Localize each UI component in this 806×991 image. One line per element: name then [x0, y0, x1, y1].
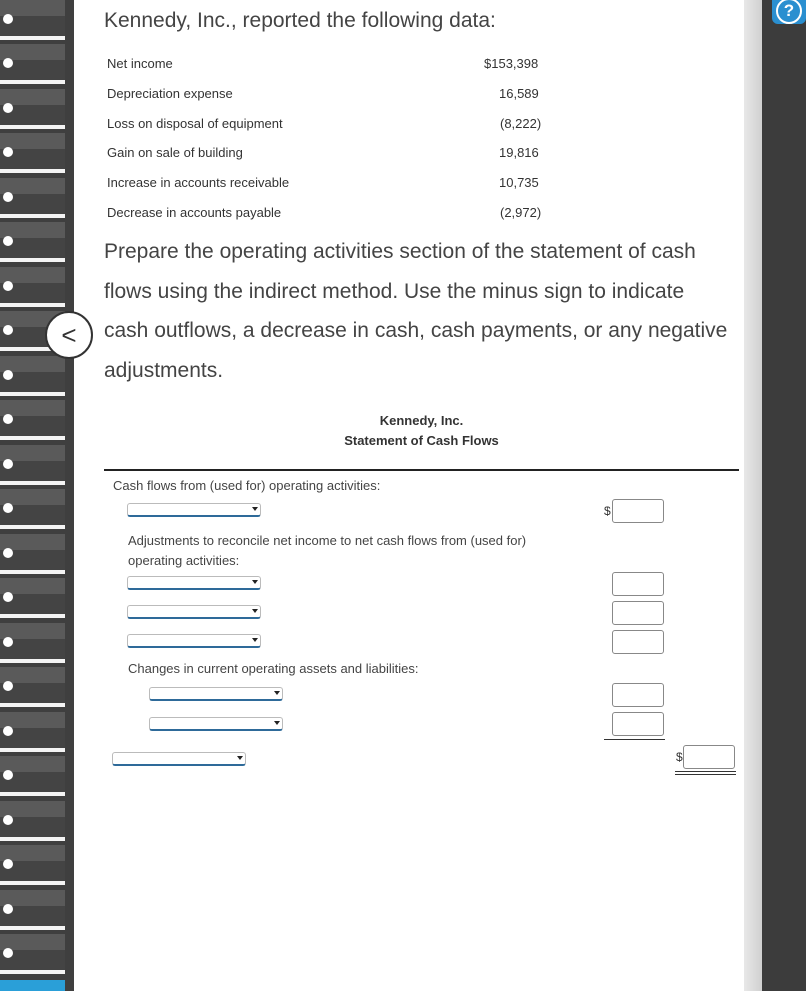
rail-dot-icon: [3, 948, 13, 958]
rail-item[interactable]: [0, 667, 65, 707]
rail-item[interactable]: [0, 89, 65, 129]
rail-item[interactable]: [0, 578, 65, 618]
data-row-label: Gain on sale of building: [107, 145, 243, 160]
chevron-down-icon: [274, 721, 280, 725]
adjustment-dropdown[interactable]: [127, 576, 261, 590]
section-header: Cash flows from (used for) operating activities:: [113, 478, 381, 493]
data-row-value: 19,816: [499, 145, 539, 160]
rail-item[interactable]: [0, 267, 65, 307]
changes-label: Changes in current operating assets and liabilities:: [128, 661, 419, 676]
rail-item[interactable]: [0, 756, 65, 796]
rail-item[interactable]: [0, 489, 65, 529]
rail-item[interactable]: [0, 222, 65, 262]
rail-item[interactable]: [0, 356, 65, 396]
data-row-label: Depreciation expense: [107, 86, 233, 101]
rail-item[interactable]: [0, 934, 65, 974]
chevron-left-icon: <: [61, 320, 77, 350]
adjustment-amount-input[interactable]: [612, 601, 664, 625]
statement-title: Statement of Cash Flows: [344, 433, 499, 448]
rail-item[interactable]: [0, 400, 65, 440]
adjustments-label: Adjustments to reconcile net income to net cash flows from (used for) operating activities:: [128, 533, 527, 568]
line-item-dropdown[interactable]: [127, 503, 261, 517]
total-amount-input[interactable]: [683, 745, 735, 769]
rail-dot-icon: [3, 14, 13, 24]
total-double-underline: [675, 774, 736, 775]
back-button[interactable]: [45, 311, 93, 359]
question-mark-icon: ?: [776, 0, 802, 24]
rail-dot-icon: [3, 681, 13, 691]
rail-item[interactable]: [0, 0, 65, 40]
adjustment-dropdown[interactable]: [127, 605, 261, 619]
total-dropdown[interactable]: [112, 752, 246, 766]
adjustment-amount-input[interactable]: [612, 630, 664, 654]
statement-header-rule: [104, 469, 739, 471]
data-row-label: Increase in accounts receivable: [107, 175, 290, 190]
rail-dot-icon: [3, 503, 13, 513]
right-panel: [762, 0, 806, 991]
rail-dot-icon: [3, 592, 13, 602]
change-dropdown[interactable]: [149, 687, 283, 701]
chevron-down-icon: [252, 609, 258, 613]
data-row-value: (8,222): [500, 116, 542, 131]
rail-dot-icon: [3, 325, 13, 335]
rail-item[interactable]: [0, 623, 65, 663]
rail-dot-icon: [3, 147, 13, 157]
rail-dot-icon: [3, 770, 13, 780]
chevron-down-icon: [252, 507, 258, 511]
adjustment-dropdown[interactable]: [127, 634, 261, 648]
chevron-down-icon: [274, 691, 280, 695]
rail-dot-icon: [3, 459, 13, 469]
statement-company: Kennedy, Inc.: [379, 413, 464, 428]
rail-dot-icon: [3, 726, 13, 736]
question-intro: Kennedy, Inc., reported the following data:: [104, 9, 496, 32]
data-row-value: (2,972): [500, 205, 542, 220]
rail-dot-icon: [3, 281, 13, 291]
rail-dot-icon: [3, 414, 13, 424]
adjustment-amount-input[interactable]: [612, 572, 664, 596]
rail-item[interactable]: [0, 845, 65, 885]
left-nav-rail: [0, 0, 77, 991]
data-row-label: Loss on disposal of equipment: [107, 116, 283, 131]
rail-item[interactable]: [0, 133, 65, 173]
chevron-down-icon: [237, 756, 243, 760]
rail-dot-icon: [3, 103, 13, 113]
rail-dot-icon: [3, 637, 13, 647]
chevron-down-icon: [252, 580, 258, 584]
rail-item[interactable]: [0, 890, 65, 930]
rail-item[interactable]: [0, 801, 65, 841]
rail-dot-icon: [3, 236, 13, 246]
rail-dot-icon: [3, 58, 13, 68]
data-row-label: Net income: [107, 56, 173, 71]
help-button[interactable]: [772, 0, 806, 24]
chevron-down-icon: [252, 638, 258, 642]
net-income-amount-input[interactable]: [612, 499, 664, 523]
rail-dot-icon: [3, 815, 13, 825]
rail-item[interactable]: [0, 712, 65, 752]
rail-dot-icon: [3, 548, 13, 558]
data-row-value: 10,735: [499, 175, 539, 190]
data-row-value: $153,398: [484, 56, 539, 71]
rail-item[interactable]: [0, 445, 65, 485]
dollar-sign: $: [604, 504, 611, 518]
rail-item[interactable]: [0, 178, 65, 218]
subtotal-underline: [604, 739, 665, 740]
change-dropdown[interactable]: [149, 717, 283, 731]
total-double-underline: [675, 771, 736, 772]
rail-item[interactable]: [0, 44, 65, 84]
rail-item[interactable]: [0, 534, 65, 574]
rail-dot-icon: [3, 859, 13, 869]
data-row-value: 16,589: [499, 86, 539, 101]
change-amount-input[interactable]: [612, 712, 664, 736]
rail-active-item[interactable]: [0, 980, 65, 991]
question-prompt: Prepare the operating activities section of the statement of cash flows using the indirect method. Use the minus sign to indicate cash outflows, a decrease in cash, cash payments, or any negative adjustments.: [104, 240, 728, 383]
rail-dot-icon: [3, 192, 13, 202]
rail-dot-icon: [3, 370, 13, 380]
dollar-sign: $: [676, 750, 683, 764]
rail-dot-icon: [3, 904, 13, 914]
page-edge-shadow: [744, 0, 762, 991]
change-amount-input[interactable]: [612, 683, 664, 707]
data-row-label: Decrease in accounts payable: [107, 205, 282, 220]
